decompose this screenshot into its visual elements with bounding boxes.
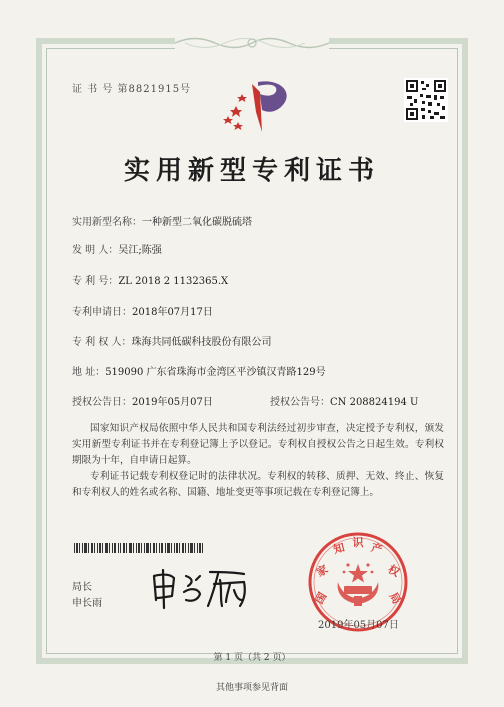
- filing-date-row: [72, 303, 213, 318]
- svg-text:家: 家: [314, 562, 331, 580]
- legal-status-paragraph: 专利证书记载专利权登记时的法律状况。专利权的转移、质押、无效、终止、恢复和专利权人的姓名或名称、国籍、地址变更等事项记载在专利登记簿上。: [72, 471, 444, 498]
- director-name: 申长雨: [72, 598, 102, 609]
- address-value: 519090 广东省珠海市金湾区平沙镇汉青路129号: [105, 367, 326, 378]
- utility-model-name-row: [72, 213, 252, 228]
- patentee-value: 珠海共同低碳科技股份有限公司: [131, 337, 272, 348]
- barcode-icon: [74, 538, 204, 548]
- seal-date: 2019年05月07日: [318, 620, 399, 631]
- svg-text:识: 识: [352, 536, 364, 549]
- utility-model-name-label: 实用新型名称：: [72, 217, 142, 228]
- address-label: 地 址：: [72, 367, 106, 378]
- patentee-row: [72, 333, 272, 348]
- qr-code-icon: [404, 78, 448, 122]
- top-ornament: [175, 34, 329, 52]
- patent-number-value: ZL 2018 2 1132365.X: [118, 276, 229, 287]
- certificate-number: 证 书 号 第8821915号: [72, 84, 192, 95]
- page-number: 第 1 页（共 2 页）: [213, 653, 291, 663]
- svg-text:国: 国: [312, 590, 330, 607]
- filing-date-value: 2018年07月17日: [132, 307, 213, 318]
- patent-number-row: [72, 272, 228, 287]
- inventor-value: 吴江;陈强: [118, 245, 162, 256]
- director-title: 局长: [72, 582, 92, 593]
- grant-date-value: 2019年05月07日: [132, 397, 213, 408]
- grant-date-label: 授权公告日：: [72, 397, 132, 408]
- utility-model-name-value: 一种新型二氧化碳脱硫塔: [142, 217, 252, 228]
- director-signature-icon: [148, 566, 252, 612]
- grant-number-value: CN 208824194 U: [330, 397, 419, 408]
- filing-date-label: 专利申请日：: [72, 307, 132, 318]
- patentee-label: 专 利 权 人：: [72, 337, 132, 348]
- grant-statement-paragraph: 国家知识产权局依照中华人民共和国专利法经过初步审查，决定授予专利权，颁发实用新型专利证书并在专利登记簿上予以登记。专利权自授权公告之日起生效。专利权期限为十年，自申请日起算。: [72, 423, 444, 466]
- svg-text:局: 局: [386, 590, 404, 607]
- footer-note: 其他事项参见背面: [215, 683, 288, 693]
- address-row: [72, 363, 326, 378]
- grant-number-row: [270, 393, 418, 408]
- svg-text:知: 知: [332, 540, 347, 557]
- inventor-label: 发 明 人：: [72, 245, 119, 256]
- inventor-row: [72, 241, 162, 256]
- patent-office-logo-icon: [222, 72, 300, 136]
- grant-number-label: 授权公告号：: [270, 397, 330, 408]
- grant-date-row: [72, 393, 213, 408]
- svg-text:产: 产: [369, 540, 384, 557]
- patent-number-label: 专 利 号：: [72, 276, 119, 287]
- certificate-title: 实用新型专利证书: [123, 156, 380, 186]
- svg-text:权: 权: [385, 562, 402, 580]
